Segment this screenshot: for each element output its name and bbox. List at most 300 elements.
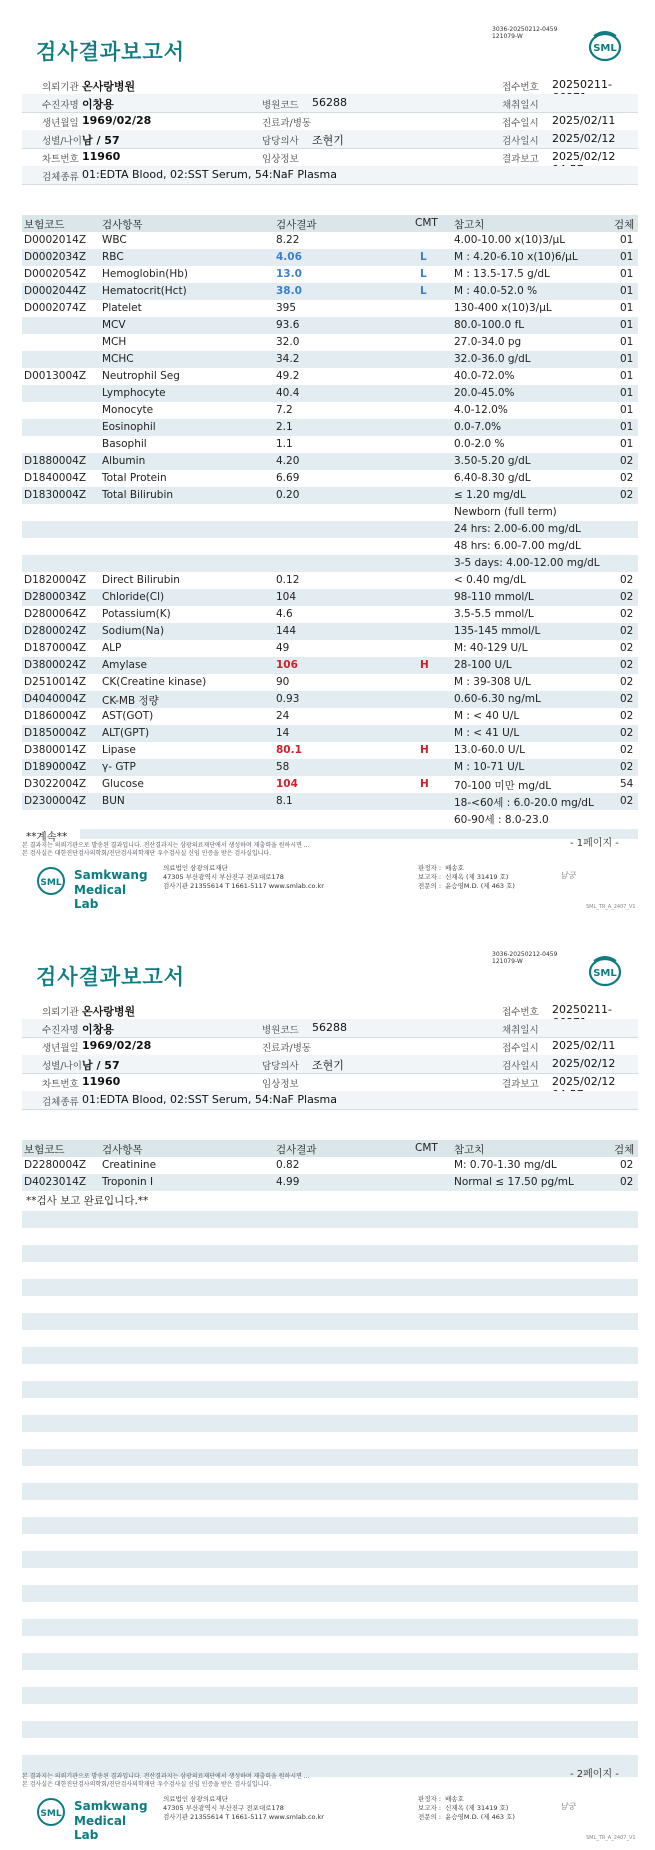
item-cell: MCV (102, 319, 126, 331)
empty-row-stripe (22, 1619, 638, 1636)
barcode-line-1: 3036-20250212-0459 (492, 26, 558, 33)
info-label: 진료과/병동 (262, 1043, 312, 1054)
item-cell: BUN (102, 795, 125, 807)
brand-name-line-1: Samkwang (74, 868, 148, 882)
item-cell: Troponin I (102, 1176, 154, 1188)
table-row (22, 674, 638, 691)
empty-row-stripe (22, 1517, 638, 1534)
empty-row-stripe (22, 1381, 638, 1398)
table-row (22, 1174, 638, 1191)
reference-cell: 3.5-5.5 mmol/L (454, 608, 534, 620)
reference-cell: 130-400 x(10)3/μL (454, 302, 552, 314)
result-cell: 0.12 (276, 574, 300, 586)
complete-text: **검사 보고 완료입니다.** (26, 1195, 149, 1207)
specialist-name: 윤승영M.D. (제 463 호) (445, 1813, 515, 1821)
code-cell: D2510014Z (24, 676, 87, 688)
code-cell: D0013004Z (24, 370, 87, 382)
specimen-cell: 02 (620, 1176, 634, 1188)
specimen-cell: 01 (620, 319, 634, 331)
flag-cell: H (420, 659, 429, 671)
info-label: 진료과/병동 (262, 118, 312, 129)
divider (22, 1109, 638, 1110)
result-cell: 8.1 (276, 795, 293, 807)
info-value: 온사랑병원 (82, 1005, 136, 1018)
item-cell: ALP (102, 642, 122, 654)
flag-cell: L (420, 285, 427, 297)
sml-logo-text: SML (593, 968, 617, 979)
lab-info: 검사기관 21355614 T 1661-5117 www.smlab.co.kr (163, 1813, 324, 1821)
sml-logo-icon (588, 30, 622, 62)
table-row (22, 266, 638, 283)
info-value: 56288 (312, 1021, 347, 1034)
specimen-cell: 01 (620, 251, 634, 263)
info-value: 2025/02/12 (552, 1075, 616, 1088)
disclaimer-1: 본 결과지는 의뢰기관으로 발송된 결과입니다. 전산결과지는 삼광의료재단에서 생성하며 재출력을 원하시면 ... (22, 1773, 310, 1780)
specimen-cell: 02 (620, 574, 634, 586)
brand-name-line-2: Medical Lab (74, 1814, 127, 1842)
specimen-cell: 02 (620, 455, 634, 467)
specimen-cell: 01 (620, 285, 634, 297)
info-value: 조현기 (312, 1059, 344, 1072)
item-cell: WBC (102, 234, 127, 246)
column-header-result: 검사결과 (276, 219, 317, 231)
item-cell: Lipase (102, 744, 136, 756)
table-row (22, 351, 638, 368)
manager-name: 배송호 (445, 864, 464, 872)
reference-cell: 28-100 U/L (454, 659, 512, 671)
info-label: 임상정보 (262, 1079, 299, 1090)
document-code: SML_TR_A_2407_V1 (586, 904, 636, 910)
table-row (22, 402, 638, 419)
item-cell: Total Bilirubin (102, 489, 174, 501)
column-header-ref: 참고치 (454, 1144, 485, 1156)
code-cell: D2800064Z (24, 608, 87, 620)
code-cell: D3800014Z (24, 744, 87, 756)
table-row (22, 742, 638, 759)
code-cell: D0002074Z (24, 302, 87, 314)
footer-org-info (163, 864, 324, 891)
table-row (22, 453, 638, 470)
org-address: 47305 부산광역시 부산진구 전포대로178 (163, 1804, 284, 1812)
reference-cell: 6.40-8.30 g/dL (454, 472, 531, 484)
info-label: 결과보고 (502, 1079, 539, 1090)
result-cell: 93.6 (276, 319, 300, 331)
reference-cell: M : 4.20-6.10 x(10)6/μL (454, 251, 578, 263)
item-cell: Monocyte (102, 404, 154, 416)
manager-label: 판정자 : (418, 864, 442, 872)
specimen-cell: 54 (620, 778, 634, 790)
disclaimer-2: 본 검사실은 대한진단검사의학회/진단검사의학재단 우수검사실 신임 인증을 받은 검사실입니다. (22, 1781, 272, 1788)
code-cell: D2300004Z (24, 795, 87, 807)
table-row (22, 487, 638, 504)
table-row (22, 521, 638, 538)
specimen-cell: 01 (620, 421, 634, 433)
reference-cell: M: 0.70-1.30 mg/dL (454, 1159, 557, 1171)
table-row (22, 640, 638, 657)
reference-cell: 60-90세 : 8.0-23.0 (454, 814, 549, 826)
reporter-line (418, 873, 515, 882)
manager-label: 판정자 : (418, 1795, 442, 1803)
column-header-item: 검사항목 (102, 219, 143, 231)
table-row (22, 334, 638, 351)
specimen-cell: 01 (620, 302, 634, 314)
info-value: 20250211- (552, 78, 612, 91)
specimen-cell: 02 (620, 710, 634, 722)
table-row (22, 538, 638, 555)
code-cell: D2800024Z (24, 625, 87, 637)
info-label: 검체종류 (42, 172, 79, 183)
sml-logo-icon (36, 1797, 66, 1827)
page-title: 검사결과보고서 (36, 40, 186, 64)
manager-name: 배송호 (445, 1795, 464, 1803)
info-label: 병원코드 (262, 100, 299, 111)
reference-cell: 4.00-10.00 x(10)3/μL (454, 234, 566, 246)
item-cell: CK(Creatine kinase) (102, 676, 207, 688)
item-cell: CK-MB 정량 (102, 695, 159, 707)
table-row (22, 810, 638, 827)
reference-cell: 0.0-7.0% (454, 421, 502, 433)
info-value: 남 / 57 (82, 134, 120, 147)
code-cell: D1850004Z (24, 727, 87, 739)
result-cell: 4.6 (276, 608, 293, 620)
info-value: 01:EDTA Blood, 02:SST Serum, 54:NaF Plasma (82, 1093, 337, 1106)
sml-logo-icon (588, 955, 622, 987)
sml-logo-text: SML (593, 43, 617, 54)
specimen-cell: 02 (620, 625, 634, 637)
code-cell: D1870004Z (24, 642, 87, 654)
reference-cell: 80.0-100.0 fL (454, 319, 525, 331)
reporter-label: 보고자 : (418, 873, 442, 881)
result-cell: 80.1 (276, 744, 302, 756)
info-value: 2025/02/12 (552, 132, 616, 145)
item-cell: Glucose (102, 778, 144, 790)
info-label: 접수번호 (502, 1007, 539, 1018)
code-cell: D1820004Z (24, 574, 87, 586)
column-header-cmt: CMT (415, 217, 438, 229)
info-row (22, 94, 638, 112)
table-row (22, 589, 638, 606)
code-cell: D3022004Z (24, 778, 87, 790)
result-cell: 40.4 (276, 387, 300, 399)
specimen-cell: 02 (620, 1159, 634, 1171)
column-header-result: 검사결과 (276, 1144, 317, 1156)
specimen-cell: 02 (620, 761, 634, 773)
code-cell: D2800034Z (24, 591, 87, 603)
page-number: - 1페이지 - (570, 838, 619, 849)
page-number: - 2페이지 - (570, 1769, 619, 1780)
info-label: 차트번호 (42, 1079, 79, 1090)
info-row (22, 1091, 638, 1109)
info-label: 병원코드 (262, 1025, 299, 1036)
item-cell: γ- GTP (102, 761, 136, 773)
info-label: 검사일시 (502, 136, 539, 147)
info-label: 검체종류 (42, 1097, 79, 1108)
item-cell: Hematocrit(Hct) (102, 285, 187, 297)
result-cell: 49 (276, 642, 290, 654)
info-label: 채취일시 (502, 100, 539, 111)
specimen-cell: 02 (620, 727, 634, 739)
info-value: 2025/02/11 (552, 1039, 616, 1052)
info-value: 56288 (312, 96, 347, 109)
table-row (22, 657, 638, 674)
brand-name-line-1: Samkwang (74, 1799, 148, 1813)
info-value: 2025/02/11 (552, 114, 616, 127)
info-row (22, 1073, 638, 1091)
result-cell: 34.2 (276, 353, 300, 365)
item-cell: Amylase (102, 659, 147, 671)
info-label: 접수번호 (502, 82, 539, 93)
table-row (22, 300, 638, 317)
reference-cell: 3.50-5.20 g/dL (454, 455, 531, 467)
table-row (22, 504, 638, 521)
item-cell: ALT(GPT) (102, 727, 150, 739)
item-cell: Chloride(Cl) (102, 591, 165, 603)
org-name: 의료법인 삼광의료재단 (163, 864, 228, 872)
item-cell: Creatinine (102, 1159, 157, 1171)
reporter-name: 신재옥 (제 31419 호) (445, 1804, 509, 1812)
code-cell: D3800024Z (24, 659, 87, 671)
info-label: 담당의사 (262, 136, 299, 147)
footer-org-info (163, 1795, 324, 1822)
reference-cell: 24 hrs: 2.00-6.00 mg/dL (454, 523, 581, 535)
table-row (22, 708, 638, 725)
specimen-cell: 01 (620, 353, 634, 365)
stripe (80, 829, 638, 839)
info-label: 접수일시 (502, 1043, 539, 1054)
table-row (22, 368, 638, 385)
item-cell: Lymphocyte (102, 387, 166, 399)
column-header-specimen: 검체 (614, 1144, 635, 1156)
divider (22, 184, 638, 185)
result-cell: 0.20 (276, 489, 300, 501)
table-row (22, 555, 638, 572)
code-cell: D0002014Z (24, 234, 87, 246)
reference-cell: M: 40-129 U/L (454, 642, 528, 654)
item-cell: Basophil (102, 438, 147, 450)
info-label: 수진자명 (42, 1025, 79, 1036)
table-row (22, 419, 638, 436)
item-cell: Potassium(K) (102, 608, 171, 620)
brand-name-line-2: Medical Lab (74, 883, 127, 911)
empty-row-stripe (22, 1313, 638, 1330)
specimen-cell: 02 (620, 608, 634, 620)
reference-cell: 13.0-60.0 U/L (454, 744, 525, 756)
result-cell: 1.1 (276, 438, 293, 450)
item-cell: RBC (102, 251, 124, 263)
reference-cell: 18-<60세 : 6.0-20.0 mg/dL (454, 797, 594, 809)
org-name: 의료법인 삼광의료재단 (163, 1795, 228, 1803)
page-title: 검사결과보고서 (36, 965, 186, 989)
table-row (22, 572, 638, 589)
disclaimer-2: 본 검사실은 대한진단검사의학회/진단검사의학재단 우수검사실 신임 인증을 받은 검사실입니다. (22, 850, 272, 857)
info-value: 11960 (82, 1075, 121, 1088)
info-value: 01:EDTA Blood, 02:SST Serum, 54:NaF Plasma (82, 168, 337, 181)
barcode-line-1: 3036-20250212-0459 (492, 951, 558, 958)
specimen-cell: 01 (620, 370, 634, 382)
reference-cell: Newborn (full term) (454, 506, 557, 518)
barcode-line-2: 121079-W (492, 33, 523, 40)
continue-text: **계속** (26, 831, 68, 843)
specimen-cell: 02 (620, 676, 634, 688)
table-row (22, 606, 638, 623)
item-cell: Platelet (102, 302, 142, 314)
reference-cell: M : 40.0-52.0 % (454, 285, 538, 297)
result-cell: 144 (276, 625, 297, 637)
reference-cell: Normal ≤ 17.50 pg/mL (454, 1176, 574, 1188)
empty-row-stripe (22, 1415, 638, 1432)
reference-cell: 0.60-6.30 ng/mL (454, 693, 541, 705)
info-row (22, 1019, 638, 1037)
info-value: 2025/02/12 (552, 150, 616, 163)
info-row (22, 1001, 638, 1019)
reference-cell: 27.0-34.0 pg (454, 336, 522, 348)
reference-cell: M : < 40 U/L (454, 710, 520, 722)
reference-cell: ≤ 1.20 mg/dL (454, 489, 526, 501)
result-cell: 0.82 (276, 1159, 300, 1171)
empty-row-stripe (22, 1347, 638, 1364)
reference-cell: 48 hrs: 6.00-7.00 mg/dL (454, 540, 581, 552)
info-label: 접수일시 (502, 118, 539, 129)
reference-cell: 32.0-36.0 g/dL (454, 353, 531, 365)
info-value: 남 / 57 (82, 1059, 120, 1072)
item-cell: Hemoglobin(Hb) (102, 268, 189, 280)
info-value: 온사랑병원 (82, 80, 136, 93)
info-row (22, 166, 638, 184)
info-row (22, 130, 638, 148)
table-row (22, 623, 638, 640)
signature: 남궁 (560, 871, 576, 880)
reference-cell: 98-110 mmol/L (454, 591, 534, 603)
specialist-line (418, 1813, 515, 1822)
result-cell: 0.93 (276, 693, 300, 705)
result-cell: 24 (276, 710, 290, 722)
info-label: 결과보고 (502, 154, 539, 165)
reference-cell: M : 13.5-17.5 g/dL (454, 268, 550, 280)
code-cell: D0002034Z (24, 251, 87, 263)
code-cell: D0002044Z (24, 285, 87, 297)
specimen-cell: 02 (620, 489, 634, 501)
info-row (22, 1055, 638, 1073)
barcode-text (492, 26, 557, 40)
table-header (22, 215, 638, 232)
column-header-code: 보험코드 (24, 1144, 65, 1156)
flag-cell: L (420, 251, 427, 263)
code-cell: D4040004Z (24, 693, 87, 705)
report-page-2 (0, 925, 655, 1850)
footer-logo (36, 1793, 148, 1842)
info-value: 2025/02/12 (552, 1057, 616, 1070)
reference-cell: 70-100 미만 mg/dL (454, 780, 552, 792)
reporter-line (418, 1804, 515, 1813)
specimen-cell: 02 (620, 659, 634, 671)
table-row (22, 249, 638, 266)
info-label: 생년월일 (42, 1043, 79, 1054)
table-row (22, 470, 638, 487)
result-cell: 58 (276, 761, 290, 773)
specimen-cell: 01 (620, 336, 634, 348)
info-label: 차트번호 (42, 154, 79, 165)
result-cell: 4.99 (276, 1176, 300, 1188)
code-cell: D4023014Z (24, 1176, 87, 1188)
specialist-label: 전문의 : (418, 1813, 442, 1821)
result-cell: 38.0 (276, 285, 302, 297)
table-row (22, 385, 638, 402)
info-row (22, 112, 638, 130)
reference-cell: 0.0-2.0 % (454, 438, 505, 450)
item-cell: Neutrophil Seg (102, 370, 180, 382)
item-cell: Total Protein (102, 472, 167, 484)
specimen-cell: 01 (620, 268, 634, 280)
info-label: 담당의사 (262, 1061, 299, 1072)
table-row (22, 283, 638, 300)
empty-row-stripe (22, 1279, 638, 1296)
table-row (22, 436, 638, 453)
specimen-cell: 01 (620, 387, 634, 399)
manager-line (418, 864, 515, 873)
code-cell: D1860004Z (24, 710, 87, 722)
info-label: 의뢰기관 (42, 82, 79, 93)
org-address: 47305 부산광역시 부산진구 전포대로178 (163, 873, 284, 881)
info-value: 이창용 (82, 1023, 114, 1036)
code-cell: D1880004Z (24, 455, 87, 467)
reference-cell: M : 10-71 U/L (454, 761, 525, 773)
lab-info: 검사기관 21355614 T 1661-5117 www.smlab.co.kr (163, 882, 324, 890)
column-header-specimen: 검체 (614, 219, 635, 231)
empty-row-stripe (22, 1483, 638, 1500)
info-value: 이창용 (82, 98, 114, 111)
column-header-cmt: CMT (415, 1142, 438, 1154)
flag-cell: H (420, 744, 429, 756)
info-row (22, 1037, 638, 1055)
info-label: 성별/나이 (42, 1061, 82, 1072)
barcode-text (492, 951, 557, 965)
column-header-item: 검사항목 (102, 1144, 143, 1156)
table-row (22, 776, 638, 793)
result-cell: 14 (276, 727, 290, 739)
result-cell: 32.0 (276, 336, 300, 348)
reference-cell: < 0.40 mg/dL (454, 574, 526, 586)
reference-cell: M : 39-308 U/L (454, 676, 531, 688)
specimen-cell: 02 (620, 472, 634, 484)
result-cell: 4.06 (276, 251, 302, 263)
result-cell: 8.22 (276, 234, 300, 246)
info-label: 수진자명 (42, 100, 79, 111)
flag-cell: L (420, 268, 427, 280)
table-row (22, 691, 638, 708)
info-value: 1969/02/28 (82, 114, 152, 127)
result-cell: 4.20 (276, 455, 300, 467)
specimen-cell: 02 (620, 591, 634, 603)
result-cell: 104 (276, 591, 297, 603)
specimen-cell: 01 (620, 438, 634, 450)
info-value: 1969/02/28 (82, 1039, 152, 1052)
empty-row-stripe (22, 1551, 638, 1568)
result-cell: 2.1 (276, 421, 293, 433)
code-cell: D1840004Z (24, 472, 87, 484)
info-label: 생년월일 (42, 118, 79, 129)
signature: 남궁 (560, 1802, 576, 1811)
code-cell: D0002054Z (24, 268, 87, 280)
empty-row-stripe (22, 1585, 638, 1602)
code-cell: D1830004Z (24, 489, 87, 501)
item-cell: MCH (102, 336, 127, 348)
table-row (22, 759, 638, 776)
code-cell: D2280004Z (24, 1159, 87, 1171)
result-cell: 395 (276, 302, 297, 314)
manager-line (418, 1795, 515, 1804)
reference-cell: M : < 41 U/L (454, 727, 520, 739)
info-label: 성별/나이 (42, 136, 82, 147)
